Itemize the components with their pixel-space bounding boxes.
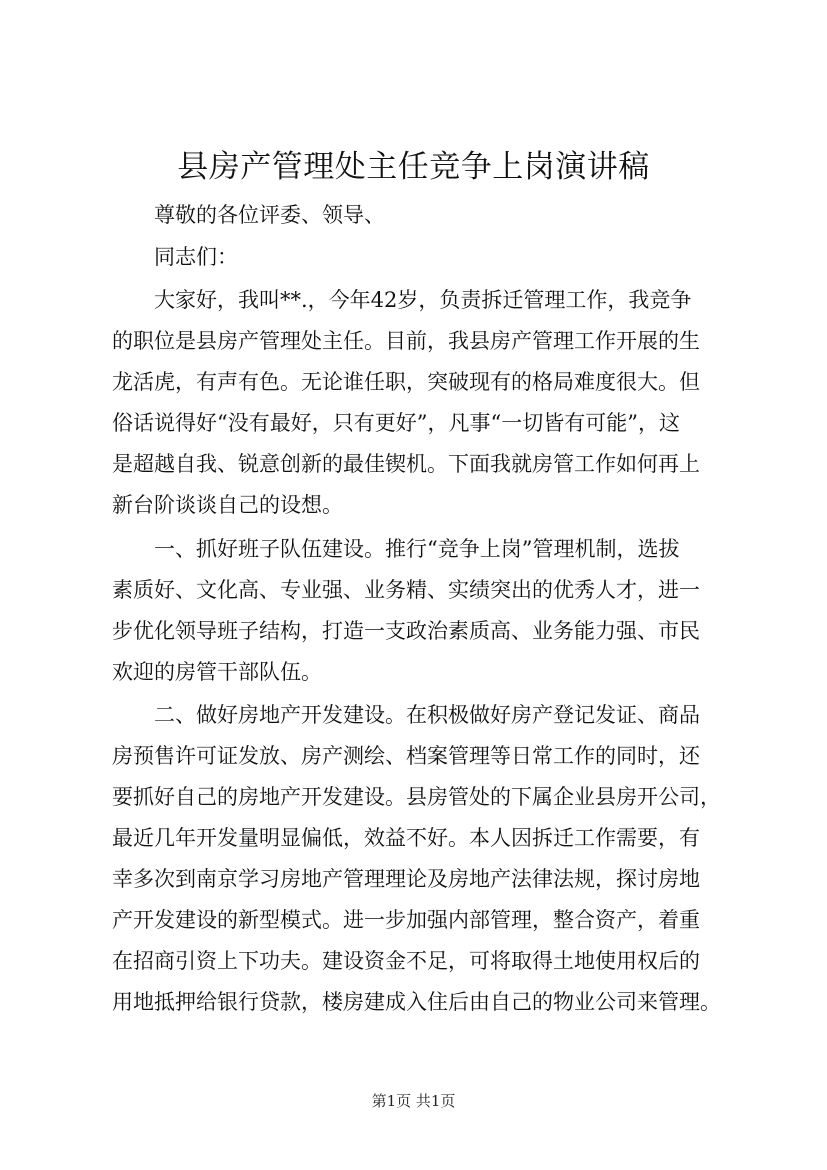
paragraph — [112, 280, 724, 526]
paragraph-line: 一、抓好班子队伍建设。推行“竞争上岗”管理机制，选拔 — [154, 537, 680, 561]
paragraph-line: 步优化领导班子结构，打造一支政治素质高、业务能力强、市民 — [112, 619, 700, 643]
paragraph-line: 是超越自我、锐意创新的最佳锲机。下面我就房管工作如何再上 — [112, 452, 700, 476]
paragraph-line: 素质好、文化高、专业强、业务精、实绩突出的优秀人才，进一 — [112, 578, 700, 602]
paragraph-line: 用地抵押给银行贷款，楼房建成入住后由自己的物业公司来管理。 — [112, 990, 721, 1014]
paragraph-line: 房预售许可证发放、房产测绘、档案管理等日常工作的同时，还 — [112, 744, 700, 768]
paragraph-line: 二、做好房地产开发建设。在积极做好房产登记发证、商品 — [154, 703, 700, 727]
paragraph — [112, 529, 724, 693]
paragraph-line: 同志们： — [154, 245, 238, 269]
paragraph-line: 尊敬的各位评委、领导、 — [154, 203, 385, 227]
paragraph-line: 龙活虎，有声有色。无论谁任职，突破现有的格局难度很大。但 — [112, 370, 700, 394]
paragraph — [112, 695, 724, 1023]
document-body — [112, 195, 724, 1023]
page-footer: 第1页 共1页 — [371, 1092, 456, 1110]
paragraph — [112, 237, 724, 278]
paragraph-line: 大家好，我叫**.，今年42岁，负责拆迁管理工作，我竞争 — [154, 288, 692, 312]
paragraph-line: 最近几年开发量明显偏低，效益不好。本人因拆迁工作需要，有 — [112, 826, 700, 850]
document-title: 县房产管理处主任竞争上岗演讲稿 — [177, 149, 650, 185]
paragraph-line: 欢迎的房管干部队伍。 — [112, 660, 322, 684]
paragraph-line: 产开发建设的新型模式。进一步加强内部管理，整合资产，着重 — [112, 908, 700, 932]
paragraph-line: 幸多次到南京学习房地产管理理论及房地产法律法规，探讨房地 — [112, 867, 700, 891]
paragraph-line: 俗话说得好“没有最好，只有更好”，凡事“一切皆有可能”，这 — [112, 411, 680, 435]
paragraph-line: 要抓好自己的房地产开发建设。县房管处的下属企业县房开公司， — [112, 785, 721, 809]
paragraph-line: 的职位是县房产管理处主任。目前，我县房产管理工作开展的生 — [112, 329, 700, 353]
paragraph-line: 在招商引资上下功夫。建设资金不足，可将取得土地使用权后的 — [112, 949, 700, 973]
paragraph — [112, 195, 724, 236]
paragraph-line: 新台阶谈谈自己的设想。 — [112, 493, 343, 517]
